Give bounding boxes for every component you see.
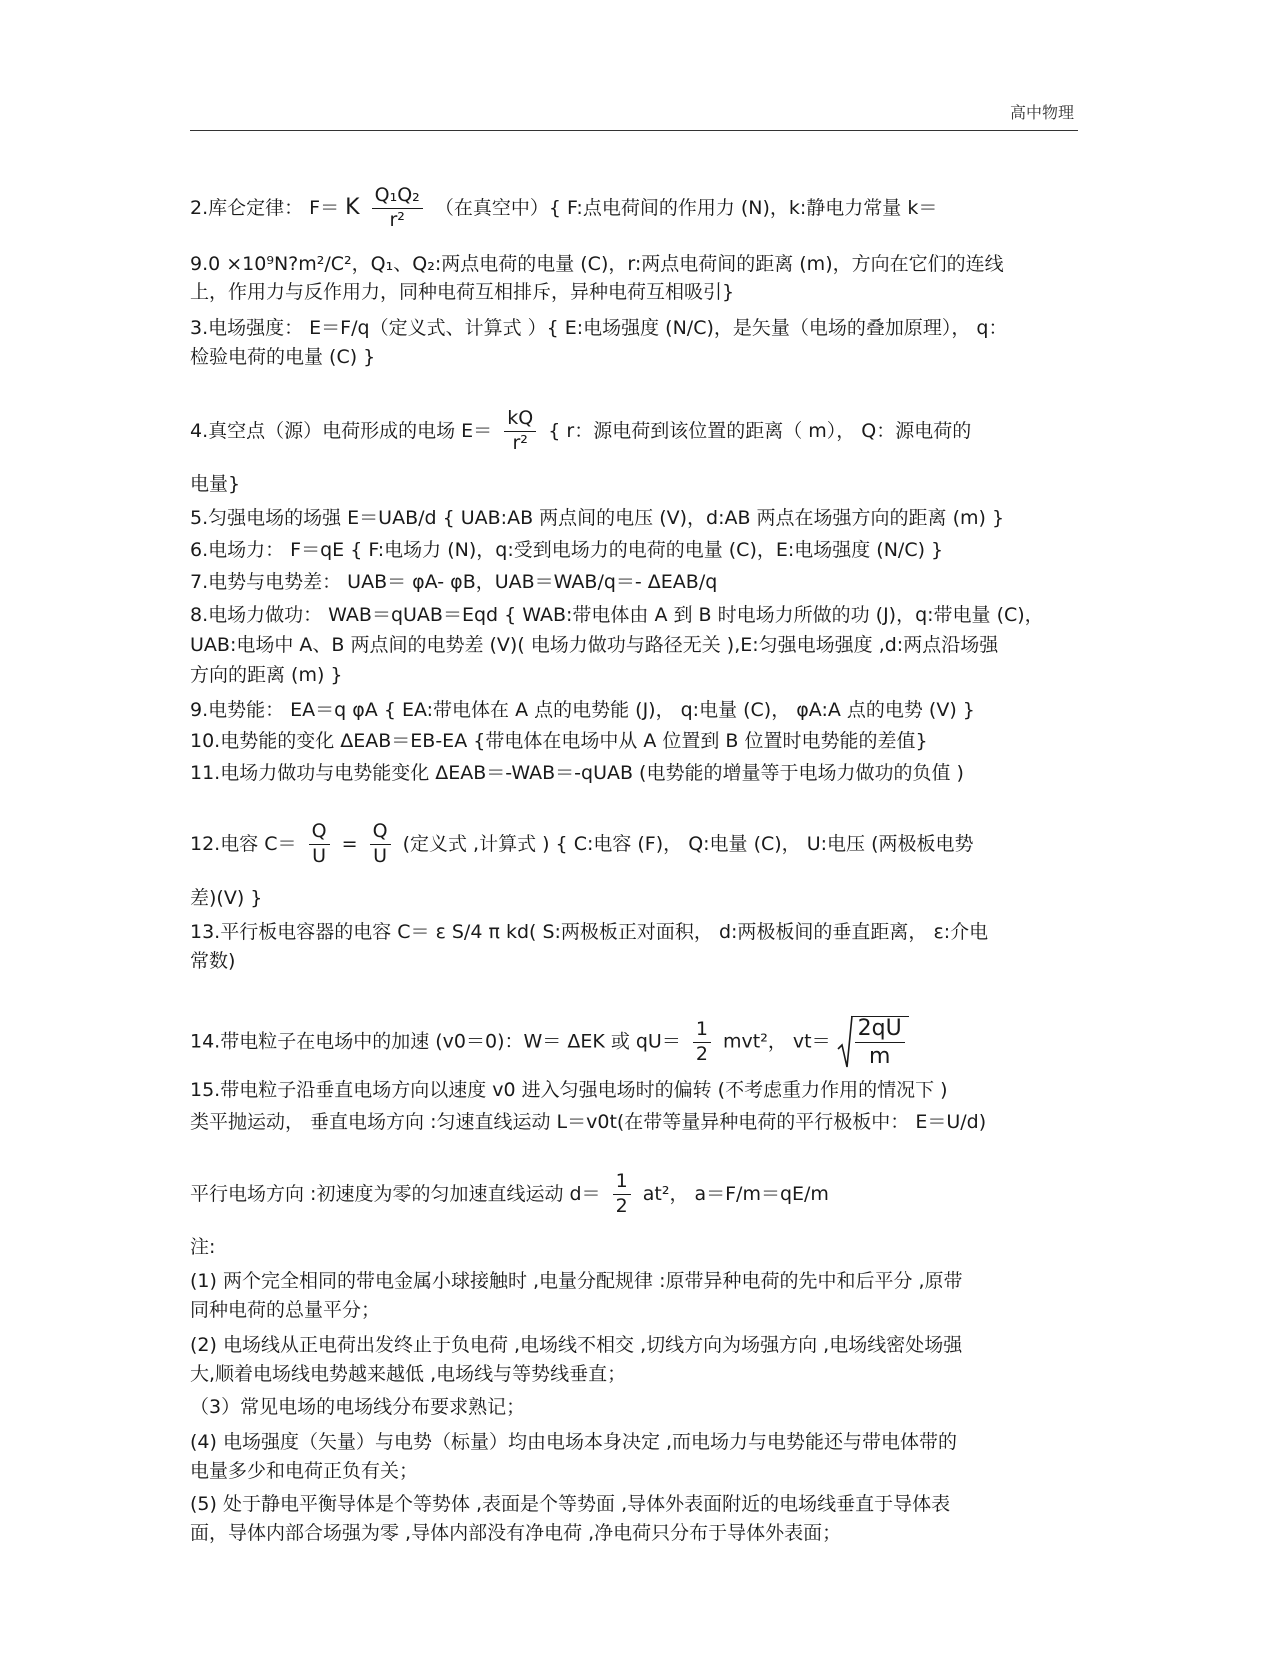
deflection-half-fraction: $\frac{1}{2}$ bbox=[613, 1172, 631, 1217]
note-2-cont: 大,顺着电场线电势越来越低 ,电场线与等势线垂直； bbox=[190, 1363, 627, 1385]
note-4-cont: 电量多少和电荷正负有关； bbox=[190, 1460, 419, 1482]
potential-energy-change-line: 10.电势能的变化 ΔEAB＝EB-EA {带电体在电场中从 A 位置到 B 位置时电势能的差值} bbox=[190, 730, 928, 752]
acceleration-line: 14.带电粒子在电场中的加速 (v0＝0)：W＝ ΔEK 或 qU＝ $\frac{1}{2}$ mvt²， vt＝ $\frac{2qU}{m}$ bbox=[190, 1015, 909, 1069]
note-3: （3）常见电场的电场线分布要求熟记； bbox=[190, 1396, 526, 1418]
note-1-cont: 同种电荷的总量平分； bbox=[190, 1299, 381, 1321]
notes-heading: 注: bbox=[190, 1236, 216, 1258]
sqrt-fraction: $\frac{2qU}{m}$ bbox=[855, 1017, 905, 1068]
point-charge-fraction: $\frac{kQ}{\text{r²}}$ bbox=[504, 409, 536, 454]
note-5: (5) 处于静电平衡导体是个等势体 ,表面是个等势面 ,导体外表面附近的电场线垂直于导体表 bbox=[190, 1493, 951, 1515]
note-2: (2) 电场线从正电荷出发终止于负电荷 ,电场线不相交 ,切线方向为场强方向 ,电场线密处场强 bbox=[190, 1334, 963, 1356]
coulomb-note-line: 上，作用力与反作用力，同种电荷互相排斥，异种电荷互相吸引} bbox=[190, 281, 735, 303]
coulomb-law-line: 2.库仑定律： F＝ K $\frac{\text{Q₁Q₂}}{\text{r²}}$ （在真空中）{ F:点电荷间的作用力 (N)，k:静电力常量 k＝ bbox=[190, 184, 938, 231]
capacitance-fraction-1: $\frac{Q}{U}$ bbox=[309, 822, 330, 867]
parallel-plate-line-2: 常数) bbox=[190, 950, 236, 972]
note-4: (4) 电场强度（矢量）与电势（标量）均由电场本身决定 ,而电场力与电势能还与带电体带的 bbox=[190, 1431, 958, 1453]
work-energy-line: 11.电场力做功与电势能变化 ΔEAB＝-WAB＝-qUAB (电势能的增量等于电场力做功的负值 ) bbox=[190, 762, 964, 784]
work-line: 8.电场力做功： WAB＝qUAB＝Eqd { WAB:带电体由 A 到 B 时电场力所做的功 (J)，q:带电量 (C)， bbox=[190, 604, 1044, 626]
electric-force-line: 6.电场力： F＝qE { F:电场力 (N)，q:受到电场力的电荷的电量 (C)，E:电场强度 (N/C) } bbox=[190, 539, 944, 561]
parallel-plate-line: 13.平行板电容器的电容 C＝ ε S/4 π kd( S:两极板正对面积， d:两极板间的垂直距离， ε:介电 bbox=[190, 921, 989, 943]
note-5-cont: 面，导体内部合场强为零 ,导体内部没有净电荷 ,净电荷只分布于导体外表面； bbox=[190, 1522, 842, 1544]
uniform-field-line: 5.匀强电场的场强 E＝UAB/d { UAB:AB 两点间的电压 (V)，d:AB 两点在场强方向的距离 (m) } bbox=[190, 507, 1005, 529]
work-line-3: 方向的距离 (m) } bbox=[190, 664, 343, 686]
sqrt-expression bbox=[837, 1015, 909, 1069]
coulomb-fraction: $\frac{\text{Q₁Q₂}}{\text{r²}}$ bbox=[372, 186, 423, 231]
capacitance-line: 12.电容 C＝ $\frac{Q}{U}$ = $\frac{Q}{U}$ (定义式 ,计算式 ) { C:电容 (F)， Q:电量 (C)， U:电压 (两极板电势 bbox=[190, 820, 974, 867]
capacitance-fraction-2: $\frac{Q}{U}$ bbox=[370, 822, 391, 867]
potential-energy-line: 9.电势能： EA＝q φA { EA:带电体在 A 点的电势能 (J)， q:电量 (C)， φA:A 点的电势 (V) } bbox=[190, 699, 975, 721]
deflection-line-2: 类平抛运动， 垂直电场方向 :匀速直线运动 L＝v0t(在带等量异种电荷的平行极板中： E＝U/d) bbox=[190, 1111, 987, 1133]
coulomb-constant-line: 9.0 ×10⁹N?m²/C²，Q₁、Q₂:两点电荷的电量 (C)，r:两点电荷间的距离 (m)，方向在它们的连线 bbox=[190, 253, 1004, 275]
potential-line: 7.电势与电势差： UAB＝ φA- φB，UAB＝WAB/q＝- ΔEAB/q bbox=[190, 571, 718, 593]
deflection-line: 15.带电粒子沿垂直电场方向以速度 v0 进入匀强电场时的偏转 (不考虑重力作用的情况下 ) bbox=[190, 1079, 948, 1101]
deflection-line-3: 平行电场方向 :初速度为零的匀加速直线运动 d＝ $\frac{1}{2}$ at²， a＝F/m＝qE/m bbox=[190, 1170, 829, 1217]
half-fraction: $\frac{1}{2}$ bbox=[693, 1020, 711, 1065]
point-charge-field-line: 4.真空点（源）电荷形成的电场 E＝ $\frac{kQ}{\text{r²}}$ { r：源电荷到该位置的距离（ m）， Q：源电荷的 bbox=[190, 407, 972, 454]
point-charge-field-line-2: 电量} bbox=[190, 473, 241, 495]
field-strength-line: 3.电场强度： E＝F/q（定义式、计算式 ）{ E:电场强度 (N/C)，是矢量（电场的叠加原理）， q： bbox=[190, 317, 1008, 339]
note-1: (1) 两个完全相同的带电金属小球接触时 ,电量分配规律 :原带异种电荷的先中和后平分 ,原带 bbox=[190, 1270, 963, 1292]
page-header bbox=[190, 92, 1078, 131]
field-strength-line-2: 检验电荷的电量 (C) } bbox=[190, 346, 376, 368]
capacitance-line-2: 差)(V) } bbox=[190, 887, 263, 909]
work-line-2: UAB:电场中 A、B 两点间的电势差 (V)( 电场力做功与路径无关 ),E:匀强电场强度 ,d:两点沿场强 bbox=[190, 634, 999, 656]
header-title: 高中物理 bbox=[1009, 103, 1074, 122]
